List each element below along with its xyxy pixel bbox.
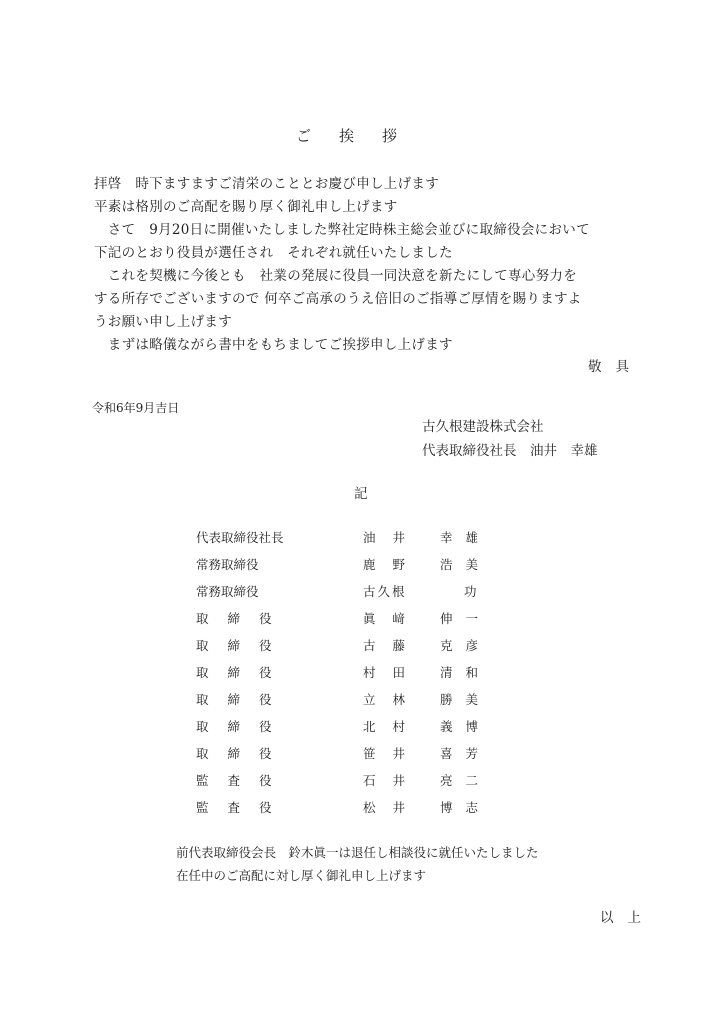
page-title: ご挨拶 <box>296 127 426 145</box>
officer-surname: 古久根 <box>363 584 407 599</box>
officer-given-name: 幸雄 <box>440 530 492 545</box>
letter-date: 令和6年9月吉日 <box>92 401 180 415</box>
officer-given-name: 亮二 <box>440 773 492 788</box>
officer-row <box>196 663 506 690</box>
officer-roster <box>196 528 506 825</box>
officer-role: 代表取締役社長 <box>196 530 284 545</box>
ki-heading: 記 <box>354 486 368 502</box>
body-line-3: さて 9月20日に開催いたしました弊社定時株主総会並びに取締役会において <box>94 222 590 238</box>
officer-row <box>196 636 506 663</box>
officer-surname: 油井 <box>363 530 423 545</box>
officer-row <box>196 582 506 609</box>
officer-role: 常務取締役 <box>196 557 259 572</box>
officer-role: 監査役 <box>196 800 291 815</box>
officer-row <box>196 690 506 717</box>
officer-given-name: 功 <box>464 584 490 599</box>
officer-surname: 村田 <box>363 665 423 680</box>
officer-row <box>196 717 506 744</box>
company-name: 古久根建設株式会社 <box>422 419 544 435</box>
officer-given-name: 克彦 <box>440 638 492 653</box>
officer-role: 常務取締役 <box>196 584 259 599</box>
officer-role: 取締役 <box>196 692 291 707</box>
body-line-8: まずは略儀ながら書中をもちましてご挨拶申し上げます <box>94 337 453 353</box>
officer-row <box>196 555 506 582</box>
officer-role: 取締役 <box>196 638 291 653</box>
officer-row <box>196 744 506 771</box>
officer-surname: 眞﨑 <box>363 611 423 626</box>
officer-role: 監査役 <box>196 773 291 788</box>
body-line-5: これを契機に今後とも 社業の発展に役員一同決意を新たにして専心努力を <box>94 268 577 284</box>
signer-name: 代表取締役社長 油井 幸雄 <box>422 443 598 459</box>
officer-given-name: 清和 <box>440 665 492 680</box>
officer-given-name: 義博 <box>440 719 492 734</box>
closing-keigu: 敬具 <box>588 359 643 375</box>
officer-surname: 北村 <box>363 719 423 734</box>
officer-surname: 笹井 <box>363 746 423 761</box>
officer-given-name: 伸一 <box>440 611 492 626</box>
note-line-2: 在任中のご高配に対し厚く御礼申し上げます <box>176 868 427 883</box>
officer-role: 取締役 <box>196 665 291 680</box>
officer-surname: 立林 <box>363 692 423 707</box>
officer-surname: 古藤 <box>363 638 423 653</box>
body-line-6: する所存でございますので 何卒ご高承のうえ倍旧のご指導ご厚情を賜りますよ <box>94 291 582 307</box>
officer-given-name: 喜芳 <box>440 746 492 761</box>
officer-given-name: 博志 <box>440 800 492 815</box>
officer-row <box>196 771 506 798</box>
officer-row <box>196 528 506 555</box>
officer-row <box>196 609 506 636</box>
officer-given-name: 勝美 <box>440 692 492 707</box>
officer-role: 取締役 <box>196 746 291 761</box>
officer-surname: 石井 <box>363 773 423 788</box>
body-line-7: うお願い申し上げます <box>94 314 232 330</box>
note-line-1: 前代表取締役会長 鈴木眞一は退任し相談役に就任いたしました <box>176 845 539 860</box>
officer-surname: 松井 <box>363 800 423 815</box>
officer-given-name: 浩美 <box>440 557 492 572</box>
body-line-4: 下記のとおり役員が選任され それぞれ就任いたしました <box>94 245 453 261</box>
closing-ijo: 以上 <box>600 910 655 926</box>
body-line-2: 平素は格別のご高配を賜り厚く御礼申し上げます <box>94 199 398 215</box>
officer-role: 取締役 <box>196 719 291 734</box>
officer-role: 取締役 <box>196 611 291 626</box>
officer-surname: 鹿野 <box>363 557 423 572</box>
officer-row <box>196 798 506 825</box>
body-line-1: 拝啓 時下ますますご清栄のこととお慶び申し上げます <box>94 176 439 192</box>
